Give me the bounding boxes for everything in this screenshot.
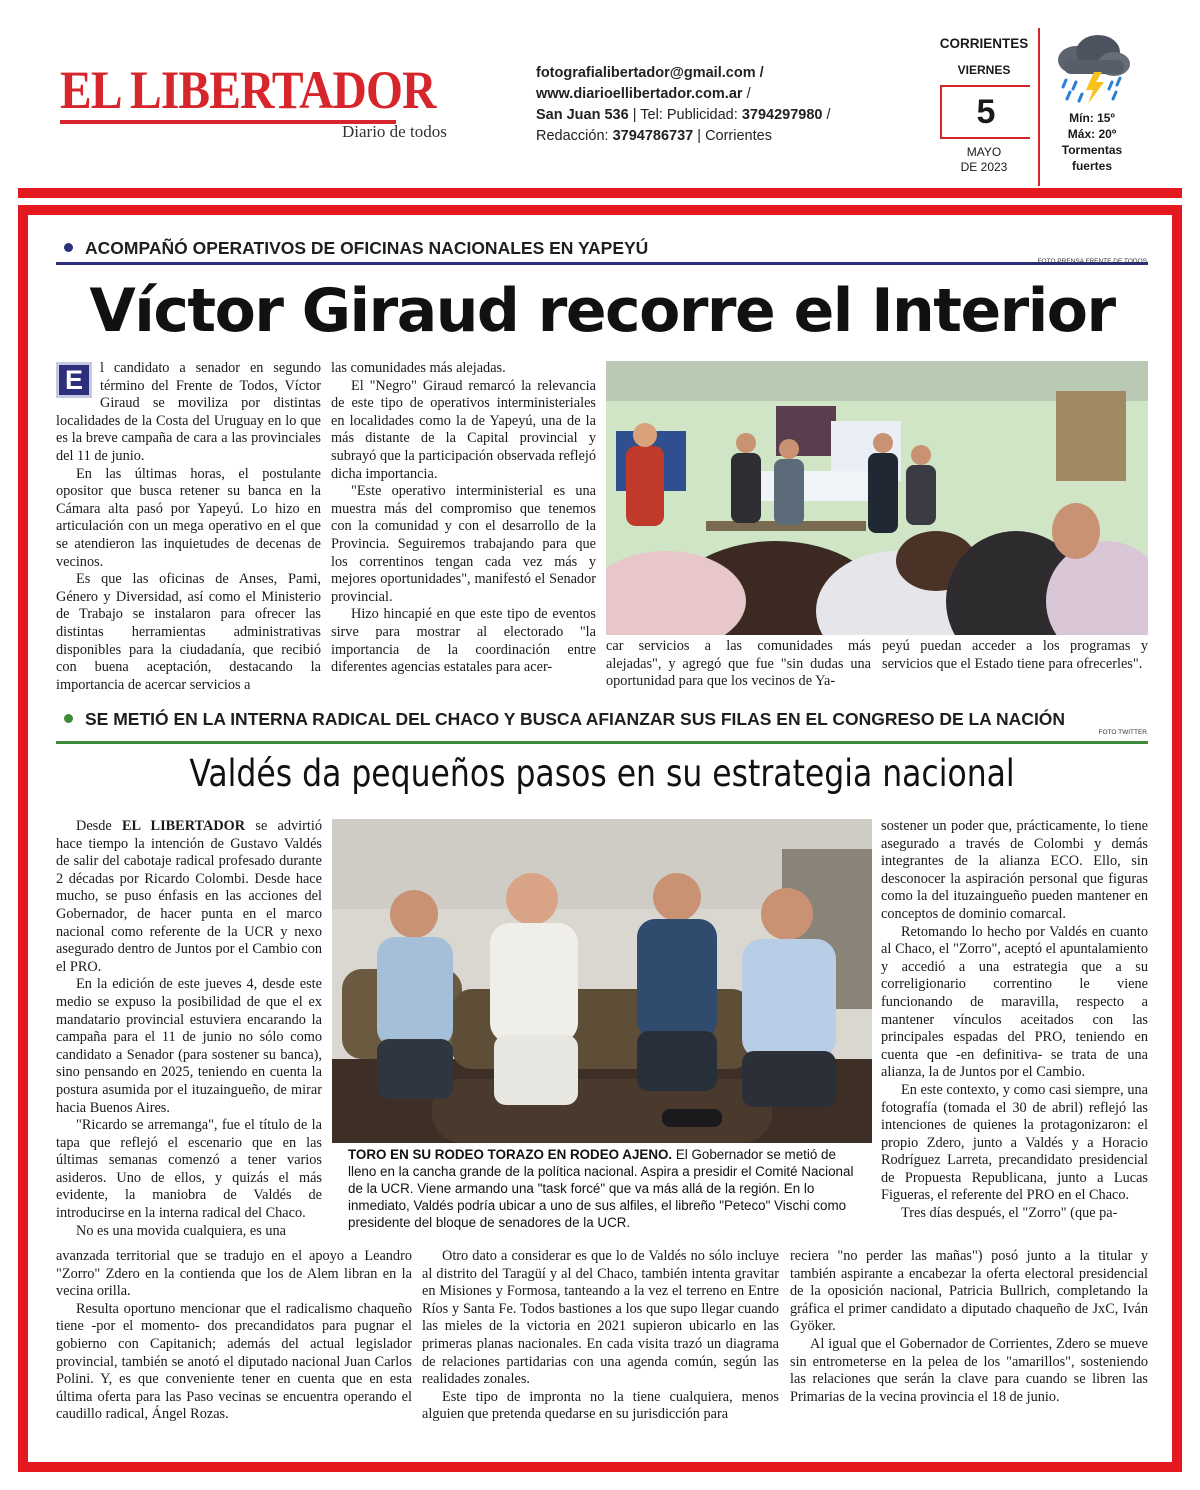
paragraph: Tres días después, el "Zorro" (que pa- [901,1205,1118,1222]
article-1-column-2 [331,360,596,677]
photo-valdes-meeting [332,819,872,1143]
weather-min: Mín: 15º [1069,111,1115,125]
article-1-column-4 [882,638,1148,673]
paragraph: Resulta oportuno mencionar que el radicalismo chaqueño tiene -por el momento- dos precandidatos para pugnar el gobierno con Capitanich; además del actual legislador provincial, también se anotó el diputado nacional Juan Carlos Polini. Y, es que conveniente tener en cuenta que en esta última oferta para las Paso vecinas se encuentra operando el caudillo radical, Ángel Rozas. [56,1300,412,1423]
headline-2[interactable]: Valdés da pequeños pasos en su estrategia nacional [189,752,1015,795]
paragraph: "Ricardo se arremanga", fue el título de la tapa que reflejó el escenario que en las últimas semanas comenzó a tener varios asideros. Uno de ellos, y quizás el más evidente, la maniobra de Valdés de introducirse en la interna radical del Chaco. [56,1117,322,1222]
caption-title: TORO EN SU RODEO TORAZO EN RODEO AJENO. [348,1147,673,1162]
contact-city: Corrientes [705,128,772,144]
masthead [60,62,460,146]
paragraph: car servicios a las comunidades más alejadas", y agregó que fue "sin dudas una oportunidad para que los vecinos de Ya- [606,638,871,690]
paragraph: Otro dato a considerar es que lo de Valdés no sólo incluye al distrito del Taragüí y al del Chaco, también intenta gravitar en Misiones y Formosa, tanteando a la vez el terreno en Entre Ríos y Santa Fe. Todos bastiones a los que supo llegar cuando las mieles de la victoria en 2021 supieron ubicarlo en las primeras planas nacionales. En cada visita trazó un diagrama de relaciones partidarias con una agenda común, según las realidades zonales. [422,1248,779,1388]
weather-desc-2: fuertes [1071,159,1112,173]
paragraph: No es una movida cualquiera, es una [76,1222,287,1239]
paragraph: l candidato a senador en segundo término del Frente de Todos, Víctor Giraud se moviliza por distintas localidades de la Costa del Uruguay en lo que es la breve campaña de cara a las provinciales del 11 de junio. [56,360,321,464]
kicker-article-2 [64,709,1065,730]
paragraph: Al igual que el Gobernador de Corrientes, Zdero se mueve sin entrometerse en la pelea de los "amarillos", sosteniendo las relaciones que serán la clave para cuando se libren las Primarias de la vecina provincia el 18 de junio. [790,1335,1148,1405]
paragraph: En este contexto, y como casi siempre, una fotografía (tomada el 30 de abril) reflejó las intenciones de quienes la protagonizaron: el propio Zdero, junto a Valdés y a Horacio Rodríguez Larreta, precandidato presidencial de Propuesta Republicana, junto a Lucas Figueras, el referente del PRO en el Chaco. [881,1081,1148,1204]
paragraph: Retomando lo hecho por Valdés en cuanto al Chaco, el "Zorro", aceptó el apuntalamiento y accedió a una estrategia que a su correligionario correntino le viene funcionando de maravilla, respecto a mantener vínculos aceitados con las principales espadas del PRO, teniendo en cuenta que -en definitiva- se trata de una alianza, la de Juntos por el Cambio. [881,923,1148,1081]
paragraph: las comunidades más alejadas. [331,360,506,376]
contact-address: San Juan 536 [536,107,629,123]
contact-web[interactable]: www.diarioellibertador.com.ar [536,86,743,102]
date-day: 5 [940,85,1030,139]
tagline: Diario de todos [342,122,447,141]
paragraph: El "Negro" Giraud remarcó la relevancia de este tipo de operativos interministeriales en localidades como la de Yapeyú, una de la más distante de la Capital provincial y subrayó que la participación observada reflejó dicha importancia. [331,377,596,482]
kicker-bullet [64,243,73,252]
paragraph: Es que las oficinas de Anses, Pami, Género y Diversidad, así como el Ministerio de Trabajo se instalaron para ofrecer las distintas herramientas administrativas disponibles para la ciudadanía, que recibió con buena aceptación, destacando la importancia de acercar servicios a [56,571,321,693]
tel-redaccion: 3794786737 [612,128,694,144]
date-month: MAYO [966,145,1002,159]
article-2-column-1 [56,818,322,1240]
tel-label: Tel: Publicidad: [640,107,738,123]
weather-desc-1: Tormentas [1061,143,1123,157]
photo-article-1[interactable] [606,361,1148,635]
photo-yapeyu-meeting [606,361,1148,635]
paragraph: Hizo hincapié en que este tipo de eventos sirve para mostrar al electorado "la importancia de la coordinación entre diferentes agencias estatales para acer- [331,606,596,676]
paragraph: "Este operativo interministerial es una muestra más del compromiso que tenemos con la comunidad y con el desarrollo de la Provincia. Seguiremos trabajando para que los correntinos tengan cada vez más y mejores oportunidades", manifestó el Senador provincial. [331,483,596,605]
photo-article-2[interactable] [332,819,872,1143]
caption-text: El Gobernador se metió de lleno en la cancha grande de la política nacional. Aspira a presidir el Comité Nacional de la UCR. Viene armando una "task forcé" que va más allá de la región. En lo inmediato, Valdés podría ubicar a uno de sus alfiles, el libreño "Peteco" Vischi como presidente del bloque de senadores de la UCR. [348,1147,854,1230]
article-2-bottom-column-2 [422,1248,779,1424]
article-1-column-3 [606,638,871,691]
article-2-column-3 [881,818,1148,1223]
storm-cloud-icon [1046,32,1138,106]
photo-caption [348,1146,860,1231]
paragraph: reciera "no perder las mañas") posó junto a la titular y también aspirante a encabezar la oferta electoral presidencial de la oposición nacional, Patricia Bullrich, completando la gráfica el primer candidato a diputado chaqueño de JxC, Iván Gyöker. [790,1248,1148,1335]
contact-email[interactable]: fotografialibertador@gmail.com / [536,65,764,81]
paragraph: Este tipo de impronta no la tiene cualquiera, menos alguien que pretenda quedarse en su jurisdicción para [422,1388,779,1423]
paragraph: avanzada territorial que se tradujo en el apoyo a Leandro "Zorro" Zdero en la contienda que los de Alem libran en la vecina orilla. [56,1248,412,1300]
article-1-column-1 [56,360,321,694]
article-2-bottom-column-1 [56,1248,412,1424]
lead-brand: EL LIBERTADOR [122,818,246,834]
date-weekday: VIERNES [957,63,1011,77]
kicker-text: ACOMPAÑÓ OPERATIVOS DE OFICINAS NACIONALES EN YAPEYÚ [85,238,649,258]
contact-block: fotografialibertador@gmail.com / www.diarioellibertador.com.ar / San Juan 536 | Tel: Publicidad: 3794297980 / Redacción: 3794786737 | Corrientes [536,65,831,144]
redaccion-label: Redacción: [536,128,609,144]
tel-publicidad: 3794297980 [741,107,823,123]
newspaper-logo[interactable]: EL LIBERTADOR [60,60,436,120]
date-year: DE 2023 [960,160,1008,174]
lead-text: Desde [76,818,112,834]
headline-1[interactable]: Víctor Giraud recorre el Interior [89,276,1115,346]
paragraph [56,818,322,976]
paragraph: peyú puedan acceder a los programas y servicios que el Estado tiene para ofrecerles". [882,638,1148,672]
date-box [930,28,1040,186]
lead-continuation: se advirtió hace tiempo la intención de Gustavo Valdés de salir del cabotaje radical profesado durante 2 décadas por Ricardo Colombi. Desde hace mucho, se puso énfasis en las acciones del Gobernador, de hacer punta en el marco nacional como referente de la UCR y nexo asegurado dentro de Juntos por el Cambio con el PRO. [56,818,323,975]
kicker-rule-1 [56,262,1148,265]
article-2-bottom-column-3 [790,1248,1148,1406]
kicker-text: SE METIÓ EN LA INTERNA RADICAL DEL CHACO Y BUSCA AFIANZAR SUS FILAS EN EL CONGRESO DE LA NACIÓN [85,709,1066,729]
paragraph: En la edición de este jueves 4, desde este medio se expuso la posibilidad de que el ex mandatario provincial estuviera encarando la campaña para el 11 de junio no sólo como candidato a Senador (para sostener su banca), sino pensando en 2025, teniendo en cuenta la postura asumida por el ituzaingueño, de mirar hacia Buenos Aires. [56,976,322,1116]
kicker-bullet [64,714,73,723]
photo-credit-1: FOTO PRENSA FRENTE DE TODOS [1037,258,1147,265]
drop-cap: E [56,362,92,398]
paragraph: sostener un poder que, prácticamente, lo tiene asegurado a través de Colombi y demás integrantes de la alianza ECO. Ello, sin desconocer la aspiración personal que figuras como la del ituzaingueño pueden mantener en conceptos de dominio comarcal. [881,818,1148,922]
header-divider [18,188,1182,198]
weather-max: Máx: 20º [1067,127,1117,141]
photo-credit-2: FOTO TWITTER [1098,729,1147,736]
paragraph: En las últimas horas, el postulante opositor que busca retener su banca en la Cámara alta pasó por Yapeyú. Lo hizo en articulación con un mega operativo en el que se atendieron las inquietudes de decenas de vecinos. [56,465,321,570]
kicker-article-1 [64,238,648,259]
kicker-rule-2 [56,741,1148,744]
weather-box [1042,30,1142,186]
date-city: CORRIENTES [939,36,1029,51]
